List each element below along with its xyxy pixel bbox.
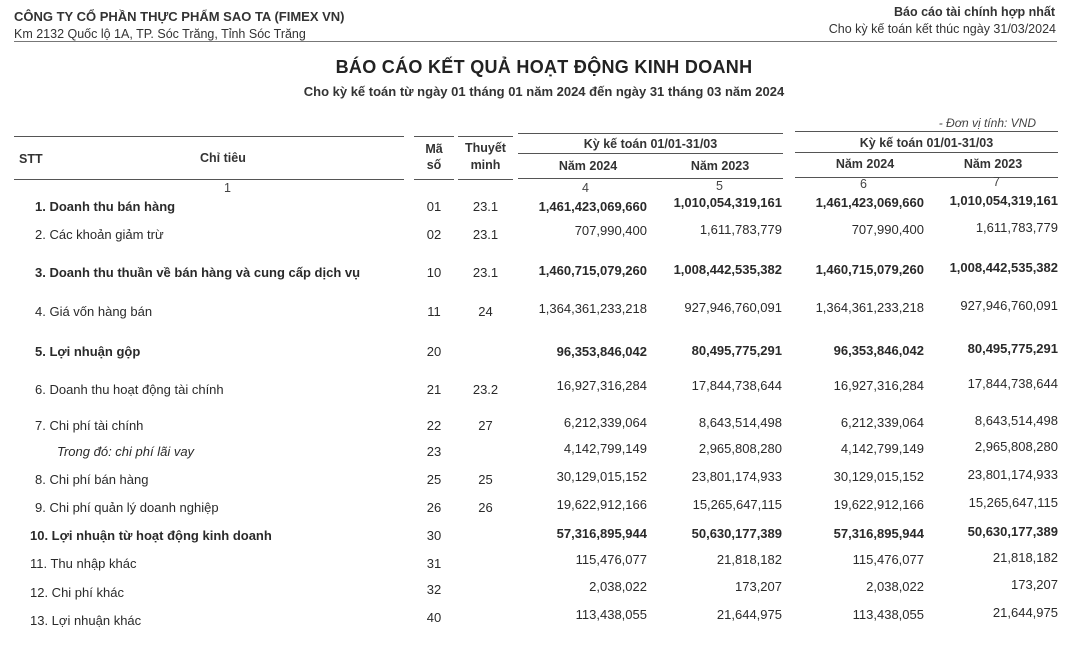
- col-year-1: Năm 2024: [558, 159, 618, 173]
- row-value-2023-b: 50,630,177,389: [967, 524, 1058, 539]
- row-value-2023-b: 927,946,760,091: [960, 298, 1058, 313]
- row-value-2023-b: 23,801,174,933: [967, 467, 1058, 482]
- row-value-2024-b: 4,142,799,149: [840, 441, 924, 456]
- header-rule-bottom-code: [414, 179, 454, 180]
- row-label: 11. Thu nhập khác: [30, 556, 137, 571]
- header-rule-bottom-note: [458, 179, 513, 180]
- row-label: Trong đó: chi phí lãi vay: [57, 444, 195, 459]
- row-value-2024-b: 16,927,316,284: [833, 378, 924, 393]
- row-value-2023-b: 17,844,738,644: [967, 376, 1058, 391]
- table-row: [0, 413, 1088, 436]
- header-rule-mid-period-b: [795, 152, 1058, 153]
- report-subtitle: Cho kỳ kế toán từ ngày 01 tháng 01 năm 2024 đến ngày 31 tháng 03 năm 2024: [303, 84, 785, 99]
- col-index-7: 7: [993, 175, 1000, 189]
- row-label: 7. Chi phí tài chính: [35, 418, 144, 433]
- table-row: [0, 439, 1088, 462]
- row-code: 11: [427, 304, 441, 319]
- row-value-2024-a: 1,460,715,079,260: [538, 263, 647, 278]
- row-value-2023-a: 1,010,054,319,161: [673, 195, 782, 210]
- row-value-2023-a: 50,630,177,389: [691, 526, 782, 541]
- table-row: [0, 577, 1088, 603]
- table-row: [0, 550, 1088, 574]
- row-code: 40: [426, 610, 442, 625]
- col-index-4: 4: [582, 181, 589, 195]
- row-note: 23.1: [472, 199, 499, 214]
- col-index-6: 6: [860, 177, 867, 191]
- header-rule-bottom-period-b: [795, 177, 1058, 178]
- col-index-item: 1: [224, 181, 231, 195]
- row-label: 12. Chi phí khác: [30, 585, 124, 600]
- row-code: 10: [426, 265, 442, 280]
- row-value-2024-a: 30,129,015,152: [556, 469, 647, 484]
- col-stt: STT: [19, 152, 43, 166]
- row-value-2024-b: 115,476,077: [852, 552, 924, 567]
- row-value-2023-b: 21,818,182: [992, 550, 1058, 565]
- row-value-2024-b: 113,438,055: [852, 607, 924, 622]
- table-row: [0, 220, 1088, 245]
- row-label: 5. Lợi nhuận gộp: [35, 344, 141, 359]
- row-value-2023-a: 173,207: [735, 579, 782, 594]
- row-value-2023-a: 17,844,738,644: [691, 378, 782, 393]
- row-note: 23.1: [472, 227, 499, 242]
- col-note-line1: Thuyết: [465, 141, 506, 155]
- row-value-2024-a: 6,212,339,064: [563, 415, 647, 430]
- row-code: 02: [426, 227, 442, 242]
- row-value-2023-b: 1,611,783,779: [975, 220, 1058, 235]
- row-value-2023-b: 21,644,975: [992, 605, 1058, 620]
- report-type: Báo cáo tài chính hợp nhất: [894, 5, 1055, 19]
- row-label: 2. Các khoản giảm trừ: [35, 227, 164, 242]
- col-note-line2: minh: [470, 158, 501, 172]
- header-rule-top-left: [14, 136, 404, 137]
- row-note: 24: [478, 304, 493, 319]
- row-code: 25: [426, 472, 442, 487]
- row-value-2023-b: 2,965,808,280: [974, 439, 1058, 454]
- row-note: 27: [478, 418, 493, 433]
- table-row: [0, 467, 1088, 490]
- report-title: BÁO CÁO KẾT QUẢ HOẠT ĐỘNG KINH DOANH: [335, 57, 753, 77]
- row-value-2023-a: 21,818,182: [716, 552, 782, 567]
- table-row: [0, 524, 1088, 546]
- row-note: 23.1: [472, 265, 499, 280]
- header-rule-bottom-left: [14, 179, 404, 180]
- row-value-2024-a: 4,142,799,149: [563, 441, 647, 456]
- row-code: 30: [426, 528, 442, 543]
- header-rule-bottom-period-a: [518, 178, 783, 179]
- row-label: 1. Doanh thu bán hàng: [35, 199, 176, 214]
- row-code: 23: [426, 444, 442, 459]
- row-value-2023-a: 21,644,975: [716, 607, 782, 622]
- col-year-4: Năm 2023: [963, 157, 1023, 171]
- row-value-2024-a: 2,038,022: [589, 579, 647, 594]
- table-row: [0, 495, 1088, 518]
- row-value-2023-a: 927,946,760,091: [684, 300, 782, 315]
- row-value-2024-a: 19,622,912,166: [556, 497, 647, 512]
- col-period-b: Kỳ kế toán 01/01-31/03: [859, 136, 994, 150]
- row-value-2023-a: 1,611,783,779: [699, 222, 782, 237]
- row-value-2024-b: 707,990,400: [851, 222, 924, 237]
- row-value-2024-b: 2,038,022: [866, 579, 924, 594]
- header-rule-top-period-a: [518, 133, 783, 134]
- row-value-2023-b: 8,643,514,498: [974, 413, 1058, 428]
- row-value-2023-b: 1,008,442,535,382: [949, 260, 1058, 275]
- row-code: 32: [426, 582, 442, 597]
- col-year-3: Năm 2024: [835, 157, 895, 171]
- row-value-2024-a: 1,461,423,069,660: [538, 199, 647, 214]
- row-value-2023-b: 80,495,775,291: [967, 341, 1058, 356]
- row-value-2023-a: 2,965,808,280: [698, 441, 782, 456]
- col-period-a: Kỳ kế toán 01/01-31/03: [583, 137, 718, 151]
- table-row: [0, 605, 1088, 631]
- row-label: 6. Doanh thu hoạt động tài chính: [35, 382, 224, 397]
- row-code: 22: [426, 418, 442, 433]
- col-code-line1: Mã: [425, 142, 443, 156]
- header-rule-top-period-b: [795, 131, 1058, 132]
- company-name: CÔNG TY CỔ PHẦN THỰC PHẨM SAO TA (FIMEX VN): [14, 9, 345, 24]
- table-row: [0, 260, 1088, 283]
- row-note: 23.2: [472, 382, 499, 397]
- row-code: 21: [426, 382, 442, 397]
- row-code: 26: [426, 500, 442, 515]
- row-value-2024-b: 96,353,846,042: [833, 343, 924, 358]
- row-label: 9. Chi phí quản lý doanh nghiệp: [35, 500, 219, 515]
- row-value-2024-a: 16,927,316,284: [556, 378, 647, 393]
- row-value-2024-b: 1,460,715,079,260: [815, 262, 924, 277]
- row-note: 25: [478, 472, 493, 487]
- row-code: 31: [426, 556, 442, 571]
- table-row: [0, 341, 1088, 362]
- row-value-2024-b: 57,316,895,944: [833, 526, 924, 541]
- period-end: Cho kỳ kế toán kết thúc ngày 31/03/2024: [828, 22, 1056, 36]
- col-year-2: Năm 2023: [690, 159, 750, 173]
- row-value-2023-b: 1,010,054,319,161: [949, 193, 1058, 208]
- col-code-line2: số: [426, 158, 442, 172]
- header-rule-top-note: [458, 136, 513, 137]
- row-value-2024-a: 115,476,077: [575, 552, 647, 567]
- row-value-2023-a: 80,495,775,291: [691, 343, 782, 358]
- row-value-2024-b: 30,129,015,152: [833, 469, 924, 484]
- row-value-2023-a: 1,008,442,535,382: [673, 262, 782, 277]
- table-row: [0, 298, 1088, 322]
- row-label: 10. Lợi nhuận từ hoạt động kinh doanh: [30, 528, 272, 543]
- header-rule-top-code: [414, 136, 454, 137]
- row-value-2024-a: 57,316,895,944: [556, 526, 647, 541]
- row-label: 8. Chi phí bán hàng: [35, 472, 149, 487]
- row-value-2023-b: 15,265,647,115: [968, 495, 1058, 510]
- col-item: Chỉ tiêu: [200, 151, 246, 165]
- header-rule-mid-period-a: [518, 153, 783, 154]
- row-note: 26: [478, 500, 493, 515]
- currency-unit: - Đơn vị tính: VND: [938, 116, 1036, 130]
- row-label: 3. Doanh thu thuần về bán hàng và cung cấp dịch vụ: [35, 265, 361, 280]
- row-code: 20: [426, 344, 442, 359]
- row-value-2024-a: 707,990,400: [574, 223, 647, 238]
- row-value-2024-a: 1,364,361,233,218: [538, 301, 647, 316]
- row-code: 01: [426, 199, 442, 214]
- col-index-5: 5: [716, 179, 723, 193]
- row-value-2023-a: 23,801,174,933: [691, 469, 782, 484]
- row-value-2024-a: 113,438,055: [575, 607, 647, 622]
- company-address: Km 2132 Quốc lộ 1A, TP. Sóc Trăng, Tỉnh Sóc Trăng: [14, 27, 306, 41]
- row-value-2024-b: 1,461,423,069,660: [815, 195, 924, 210]
- row-label: 4. Giá vốn hàng bán: [35, 304, 153, 319]
- table-row: [0, 376, 1088, 400]
- row-value-2023-b: 173,207: [1011, 577, 1058, 592]
- row-value-2024-b: 19,622,912,166: [833, 497, 924, 512]
- row-value-2024-b: 6,212,339,064: [840, 415, 924, 430]
- row-value-2024-b: 1,364,361,233,218: [815, 300, 924, 315]
- table-row: [0, 193, 1088, 217]
- header-divider: [14, 41, 1057, 42]
- row-value-2023-a: 15,265,647,115: [692, 497, 782, 512]
- row-label: 13. Lợi nhuận khác: [30, 613, 142, 628]
- row-value-2024-a: 96,353,846,042: [556, 344, 647, 359]
- row-value-2023-a: 8,643,514,498: [698, 415, 782, 430]
